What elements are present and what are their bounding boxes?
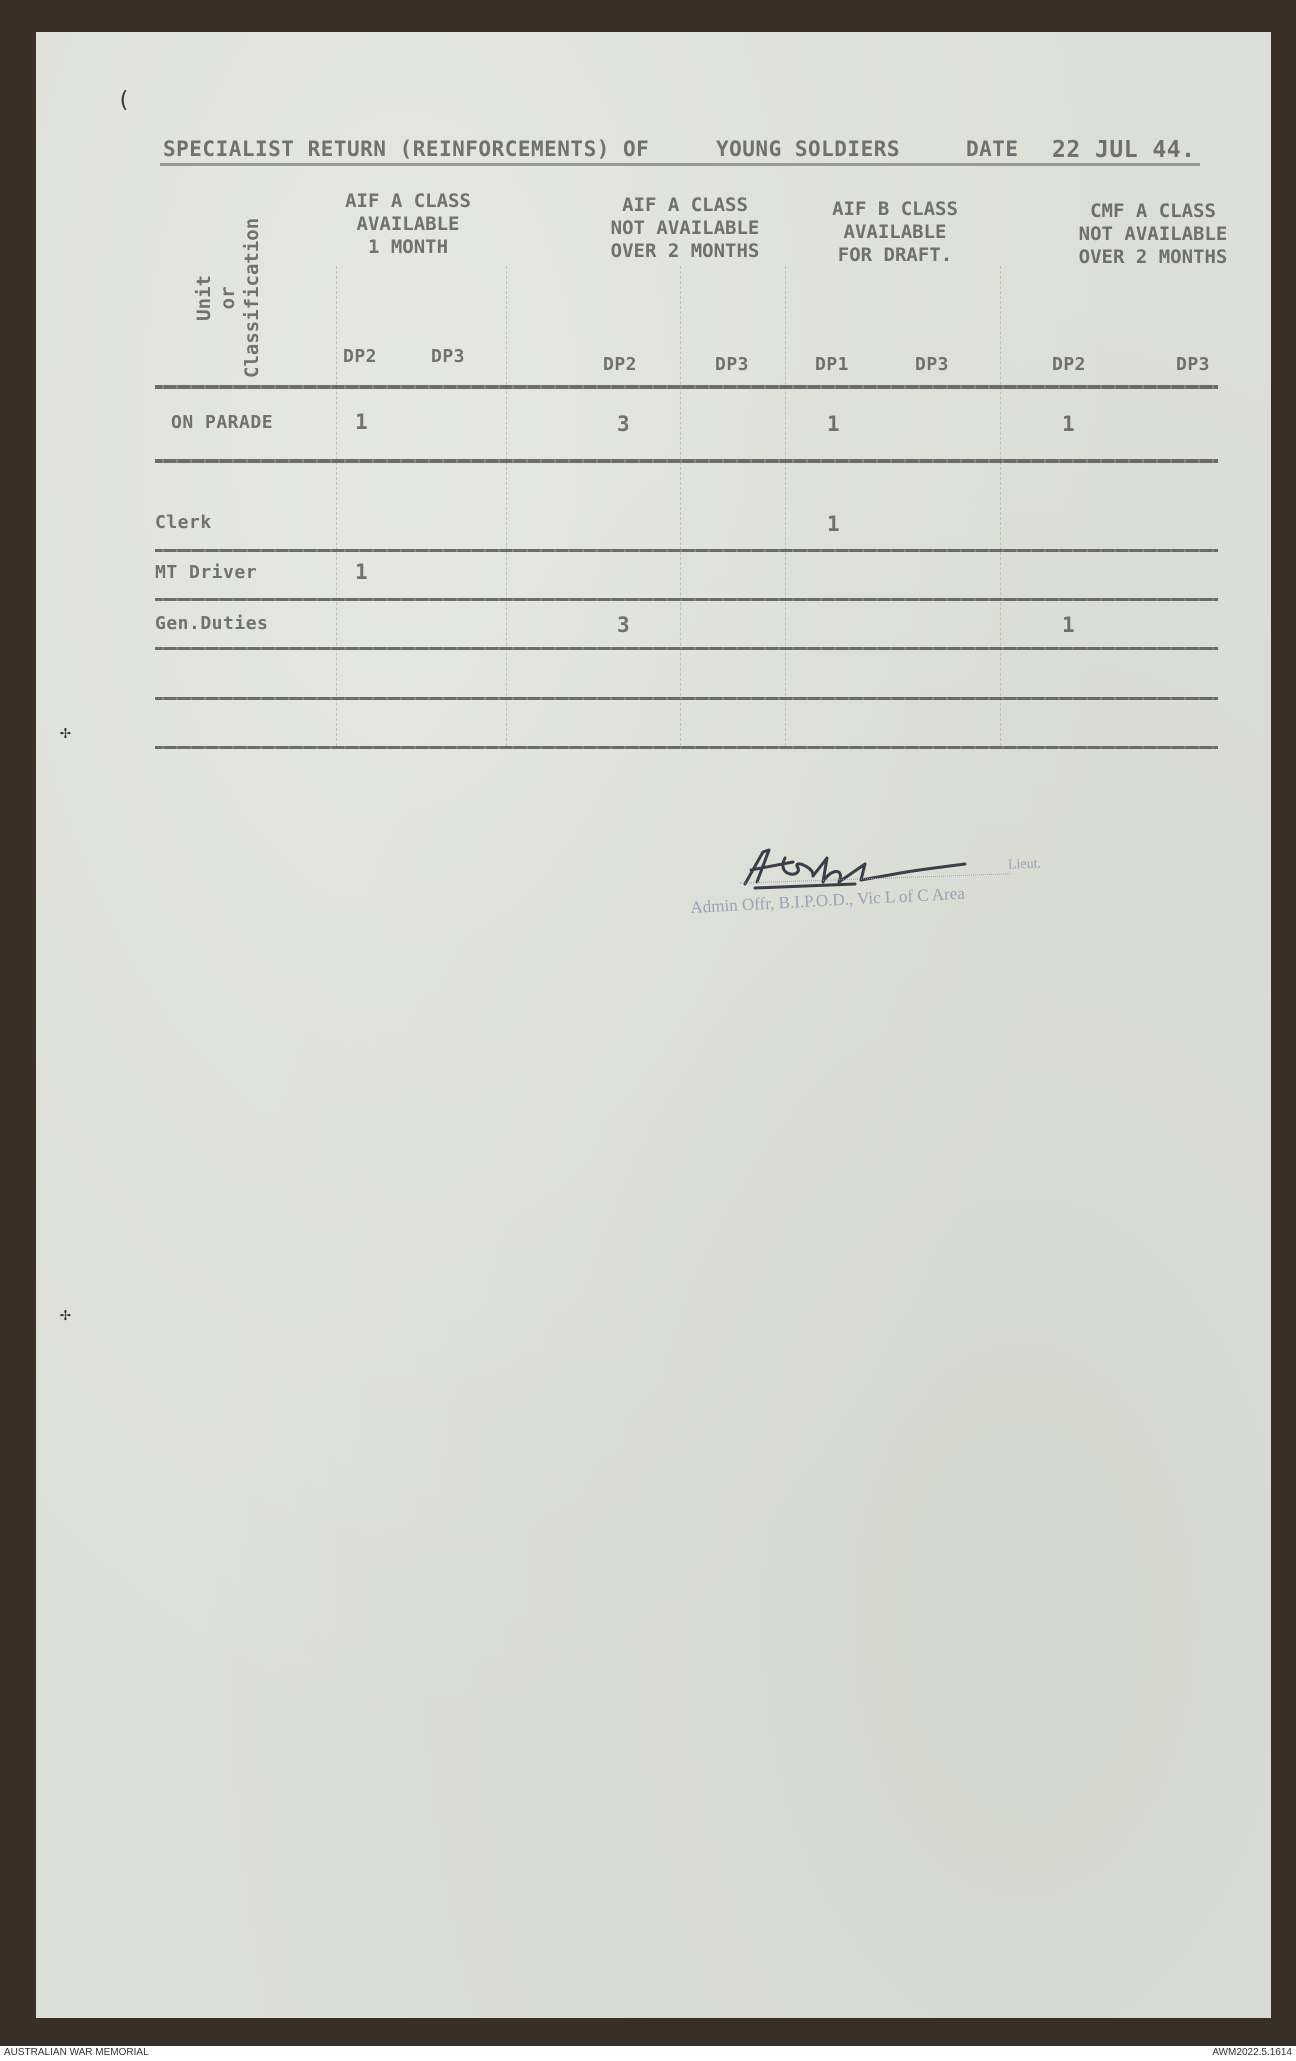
date-value: 22 JUL 44. (1052, 137, 1196, 163)
document-title: SPECIALIST RETURN (REINFORCEMENTS) OF (163, 137, 650, 161)
sub-header: DP1 (815, 354, 850, 375)
table-rule (155, 598, 1218, 601)
cell-value: 1 (355, 410, 369, 434)
table-rule (155, 647, 1218, 650)
column-group-header: AIF A CLASS NOT AVAILABLE OVER 2 MONTHS (610, 194, 760, 262)
title-underline (160, 163, 1200, 166)
sub-header: DP3 (915, 354, 950, 375)
sub-header: DP3 (1176, 354, 1211, 375)
of-value: YOUNG SOLDIERS (716, 137, 901, 161)
row-label: Gen.Duties (155, 613, 269, 634)
sub-header: DP2 (1052, 354, 1087, 375)
stray-mark: ✢ (60, 1304, 71, 1325)
row-label: ON PARADE (171, 412, 274, 433)
cell-value: 3 (617, 613, 631, 637)
sub-header: DP3 (431, 346, 466, 367)
column-divider (1000, 266, 1001, 746)
cell-value: 3 (617, 412, 631, 436)
rank-label: Lieut. (1007, 856, 1042, 873)
column-divider (680, 266, 681, 746)
cell-value: 1 (827, 512, 841, 536)
date-label: DATE (966, 137, 1019, 161)
column-divider (785, 266, 786, 746)
admin-stamp: Admin Offr, B.I.P.O.D., Vic L of C Area (690, 883, 966, 917)
stray-mark: ( (117, 88, 131, 113)
column-group-header: CMF A CLASS NOT AVAILABLE OVER 2 MONTHS (1078, 200, 1228, 268)
table-rule (155, 746, 1218, 749)
column-divider (506, 266, 507, 746)
column-group-header: AIF B CLASS AVAILABLE FOR DRAFT. (832, 198, 958, 266)
sub-header: DP2 (603, 354, 638, 375)
footer-left: AUSTRALIAN WAR MEMORIAL (4, 2047, 149, 2058)
table-rule (155, 697, 1218, 700)
row-label: MT Driver (155, 562, 258, 583)
footer-right: AWM2022.5.1614 (1212, 2047, 1292, 2058)
column-divider (336, 266, 337, 746)
sub-header: DP3 (715, 354, 750, 375)
stray-mark: ✢ (60, 722, 71, 743)
row-header: Unit or Classification (193, 217, 263, 378)
table-rule (155, 549, 1218, 552)
column-group-header: AIF A CLASS AVAILABLE 1 MONTH (345, 190, 471, 258)
cell-value: 1 (1062, 613, 1076, 637)
table-rule (155, 459, 1218, 463)
table-rule (155, 385, 1218, 389)
sub-header: DP2 (343, 346, 378, 367)
cell-value: 1 (1062, 412, 1076, 436)
row-label: Clerk (155, 512, 212, 533)
cell-value: 1 (827, 412, 841, 436)
cell-value: 1 (355, 560, 369, 584)
